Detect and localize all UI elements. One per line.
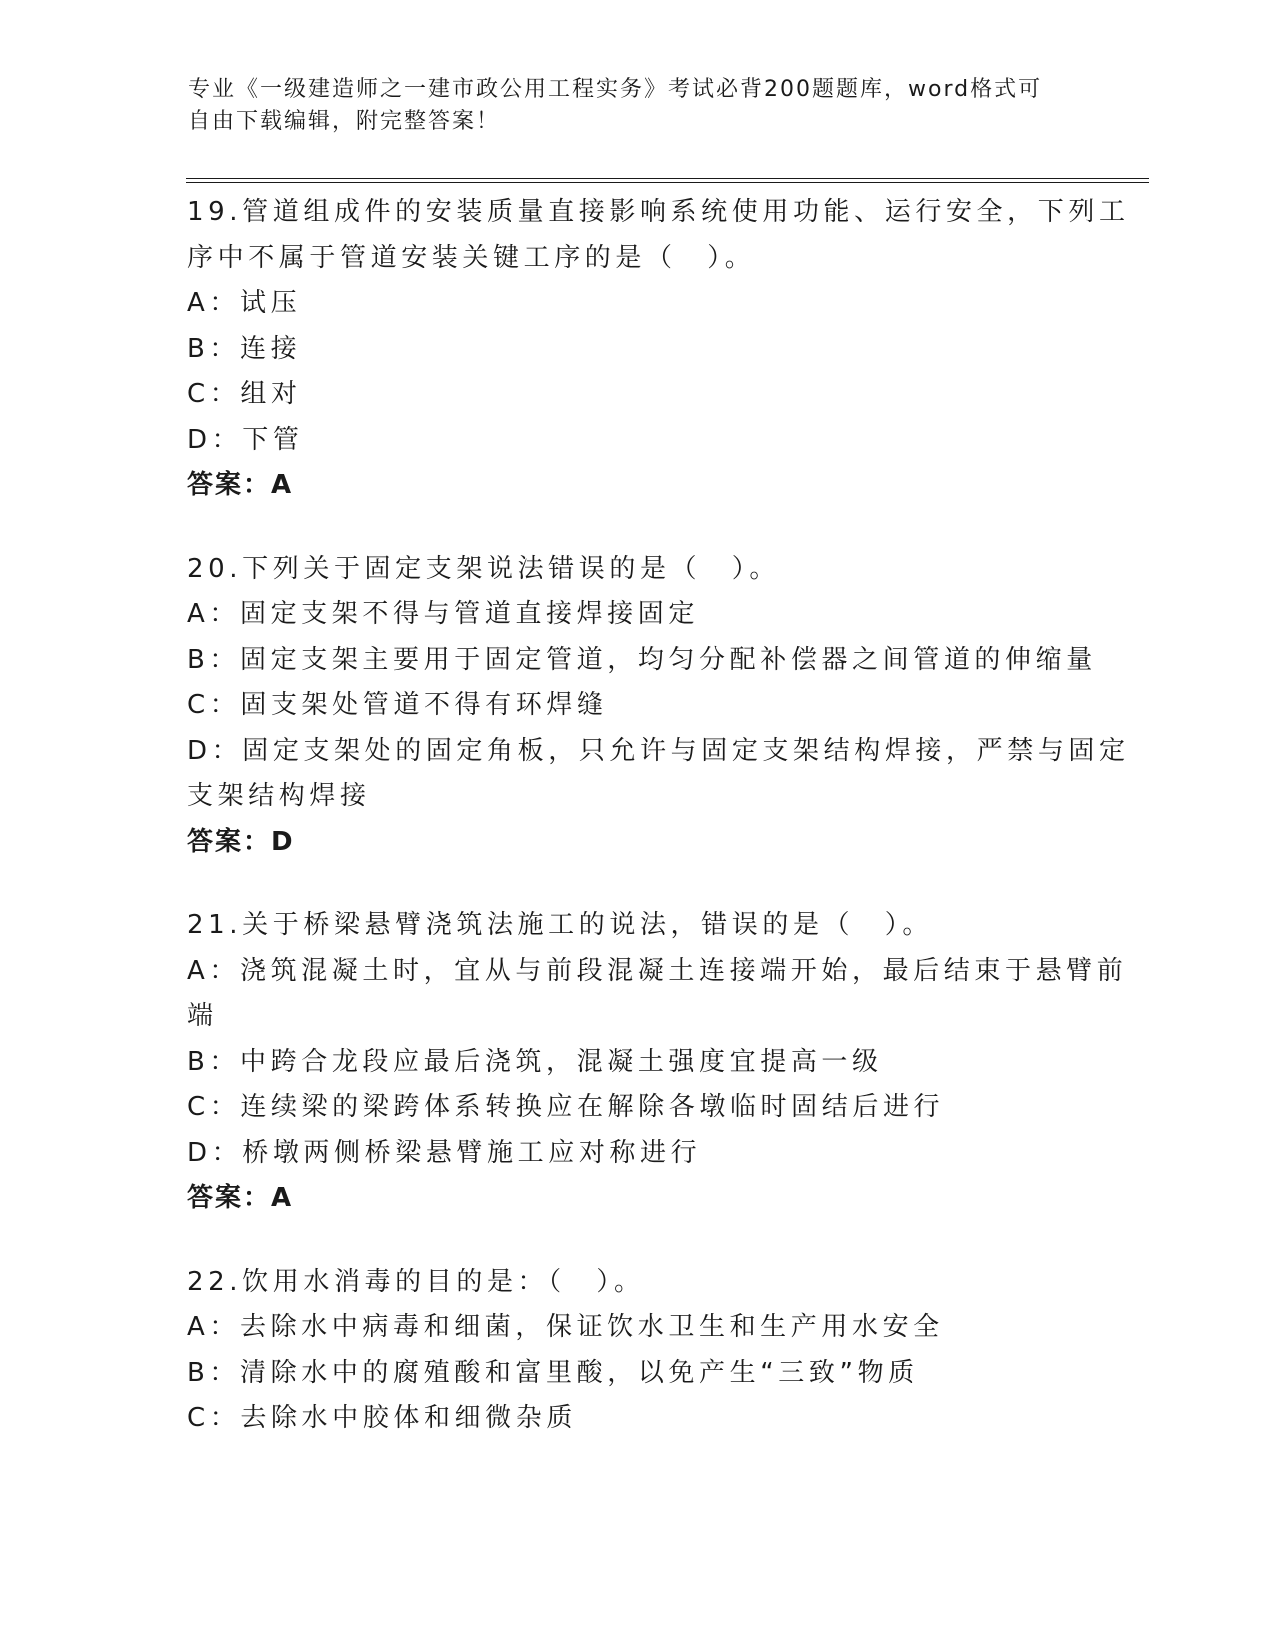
answer: 答案：D (187, 826, 295, 857)
option-d: D：下管 (187, 424, 304, 455)
header-divider-bottom (186, 182, 1149, 183)
question-stem: 22.饮用水消毒的目的是：（ ）。 (187, 1266, 645, 1297)
question-stem: 19.管道组成件的安装质量直接影响系统使用功能、运行安全，下列工 (187, 197, 1130, 227)
option-d: D：固定支架处的固定角板，只允许与固定支架结构焊接，严禁与固定 (187, 735, 1130, 766)
answer: 答案：A (187, 1183, 294, 1213)
option-a: A：去除水中病毒和细菌，保证饮水卫生和生产用水安全 (187, 1312, 944, 1342)
question-stem: 20.下列关于固定支架说法错误的是（ ）。 (187, 553, 780, 584)
option-b: B：固定支架主要用于固定管道，均匀分配补偿器之间管道的伸缩量 (187, 644, 1097, 675)
option-b: B：清除水中的腐殖酸和富里酸，以免产生“三致”物质 (187, 1357, 919, 1388)
option-d: D：桥墩两侧桥梁悬臂施工应对称进行 (187, 1137, 702, 1168)
option-d-continued: 支架结构焊接 (187, 781, 371, 811)
question-stem-continued: 序中不属于管道安装关键工序的是（ ）。 (187, 242, 756, 273)
option-c: C：固支架处管道不得有环焊缝 (187, 690, 608, 720)
option-a: A：浇筑混凝土时，宜从与前段混凝土连接端开始，最后结束于悬臂前 (187, 955, 1128, 986)
option-c: C：连续梁的梁跨体系转换应在解除各墩临时固结后进行 (187, 1092, 945, 1122)
option-c: C：组对 (187, 379, 302, 409)
option-a: A：固定支架不得与管道直接焊接固定 (187, 599, 699, 629)
question-list (187, 190, 1130, 1480)
question-20 (187, 547, 1130, 866)
question-22 (187, 1260, 1087, 1442)
question-19 (187, 190, 1130, 509)
header-divider-top (186, 178, 1149, 179)
option-a: A：试压 (187, 288, 302, 318)
question-21 (187, 903, 1128, 1222)
option-c: C：去除水中胶体和细微杂质 (187, 1403, 577, 1433)
option-b: B：连接 (187, 333, 302, 364)
document-header (188, 74, 1068, 138)
option-b: B：中跨合龙段应最后浇筑，混凝土强度宜提高一级 (187, 1046, 883, 1077)
question-stem: 21.关于桥梁悬臂浇筑法施工的说法，错误的是（ ）。 (187, 910, 933, 940)
header-line-2: 自由下载编辑，附完整答案！ (188, 109, 501, 134)
header-line-1: 专业《一级建造师之一建市政公用工程实务》考试必背200题题库，word格式可 (188, 77, 1043, 102)
option-a-continued: 端 (187, 1001, 218, 1031)
answer: 答案：A (187, 470, 294, 500)
